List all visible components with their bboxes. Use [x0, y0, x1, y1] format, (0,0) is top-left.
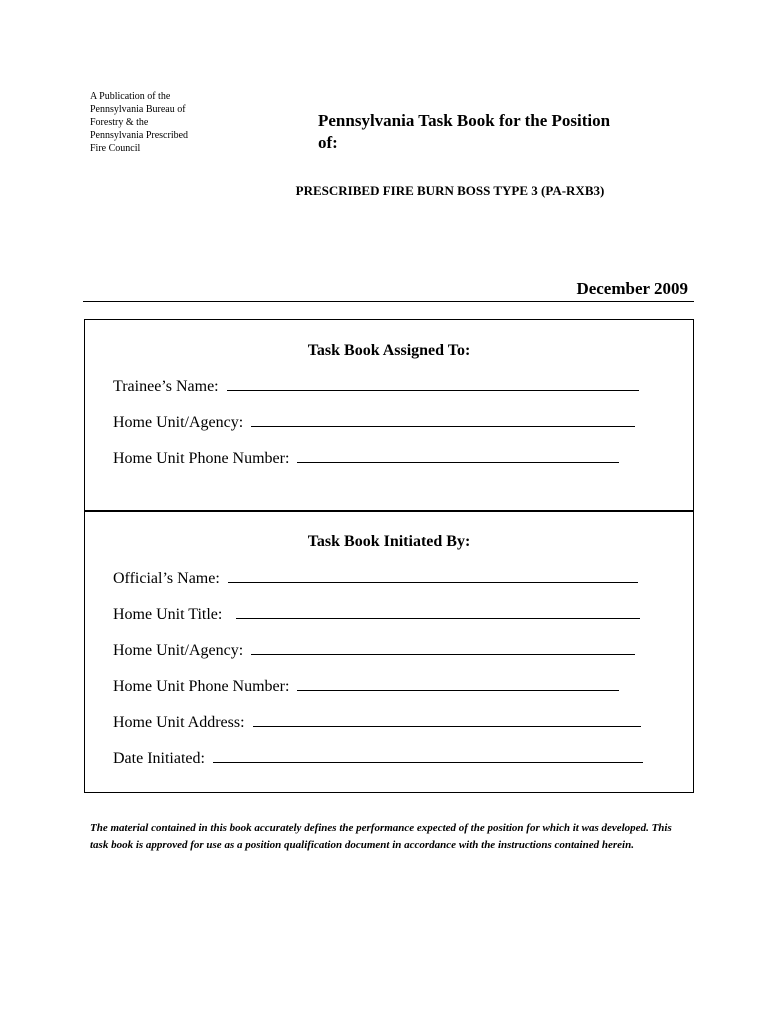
assigned-phone-label: Home Unit Phone Number:: [113, 450, 290, 467]
trainee-name-line[interactable]: [227, 376, 639, 391]
assigned-home-unit-agency-line[interactable]: [251, 412, 635, 427]
home-unit-title-field[interactable]: [113, 604, 640, 624]
trainee-name-field[interactable]: [113, 376, 639, 396]
home-unit-address-line[interactable]: [253, 712, 641, 727]
publication-date: December 2009: [576, 279, 688, 298]
assigned-phone-field[interactable]: [113, 448, 619, 468]
official-name-label: Official’s Name:: [113, 570, 220, 587]
assigned-section: [84, 319, 694, 512]
document-title: Pennsylvania Task Book for the Position of:: [318, 111, 611, 152]
assigned-phone-line[interactable]: [297, 448, 619, 463]
date-divider: [83, 301, 694, 302]
home-unit-title-line[interactable]: [236, 604, 640, 619]
initiated-home-unit-agency-field[interactable]: [113, 640, 635, 660]
position-name: PRESCRIBED FIRE BURN BOSS TYPE 3 (PA-RXB3): [295, 183, 605, 198]
official-name-field[interactable]: [113, 568, 638, 588]
home-unit-address-label: Home Unit Address:: [113, 714, 245, 731]
publisher-note: A Publication of the Pennsylvania Bureau of Forestry & the Pennsylvania Prescribed Fire Council: [90, 91, 189, 154]
home-unit-address-field[interactable]: [113, 712, 641, 732]
official-name-line[interactable]: [228, 568, 638, 583]
assigned-home-unit-agency-label: Home Unit/Agency:: [113, 414, 244, 431]
initiated-home-unit-agency-line[interactable]: [251, 640, 635, 655]
initiated-heading: Task Book Initiated By:: [307, 533, 471, 550]
initiated-phone-field[interactable]: [113, 676, 619, 696]
home-unit-title-label: Home Unit Title:: [113, 606, 223, 623]
trainee-name-label: Trainee’s Name:: [113, 378, 219, 395]
initiated-phone-label: Home Unit Phone Number:: [113, 678, 290, 695]
date-initiated-line[interactable]: [213, 748, 643, 763]
approval-statement: The material contained in this book accurately defines the performance expected of the position for which it was developed. This task book is approved for use as a position qualification document in accordance with the instructions contained herein.: [90, 822, 672, 851]
assigned-home-unit-agency-field[interactable]: [113, 412, 635, 432]
date-initiated-field[interactable]: [113, 748, 643, 768]
initiated-section: [84, 510, 694, 793]
initiated-phone-line[interactable]: [297, 676, 619, 691]
initiated-home-unit-agency-label: Home Unit/Agency:: [113, 642, 244, 659]
date-initiated-label: Date Initiated:: [113, 750, 205, 767]
assigned-heading: Task Book Assigned To:: [307, 342, 471, 359]
